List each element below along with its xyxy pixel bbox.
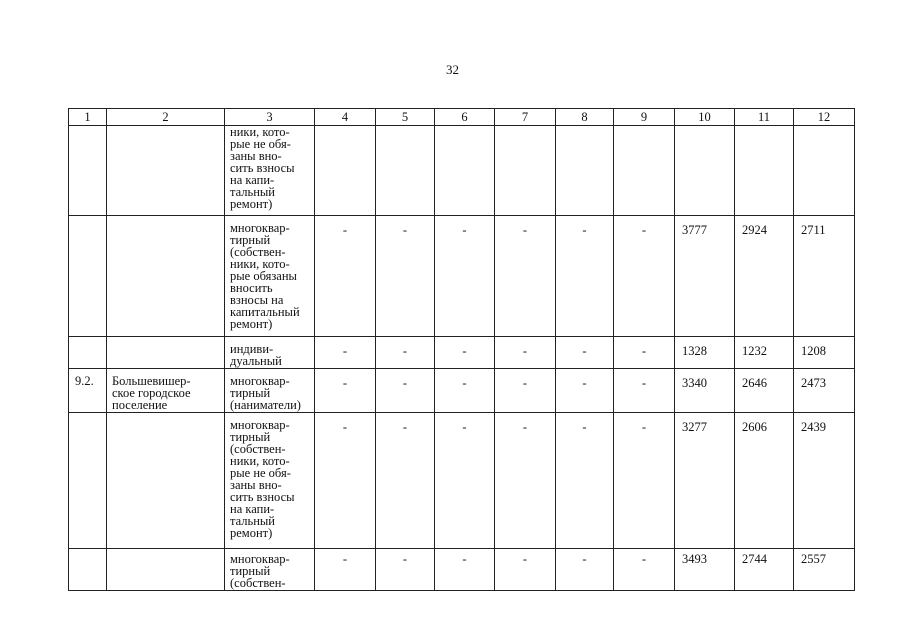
value-cell: - [376, 413, 435, 549]
value-cell: 2646 [735, 369, 794, 413]
row-number-cell [69, 413, 107, 549]
housing-type-cell [225, 413, 315, 549]
value-cell: - [376, 549, 435, 591]
value-cell [315, 126, 376, 216]
value-cell: 1232 [735, 337, 794, 369]
tariff-table [68, 108, 855, 591]
value-cell: - [315, 216, 376, 337]
column-number: 6 [435, 109, 495, 126]
column-number: 1 [69, 109, 107, 126]
value-cell: - [495, 413, 556, 549]
housing-type: ники, кото- рые не обя- заны вно- сить взносы на капи- тальный ремонт) [230, 125, 295, 211]
table-row [69, 369, 855, 413]
housing-type-cell [225, 369, 315, 413]
column-number-row [69, 109, 855, 126]
housing-type-cell [225, 216, 315, 337]
housing-type: многоквар- тирный (собствен- [230, 552, 290, 590]
value-cell [435, 126, 495, 216]
table-row [69, 549, 855, 591]
value-cell: - [614, 337, 675, 369]
value-cell: - [614, 413, 675, 549]
settlement-name-cell [107, 413, 225, 549]
value-cell [735, 126, 794, 216]
column-number: 10 [675, 109, 735, 126]
value-cell: - [435, 369, 495, 413]
housing-type-cell [225, 337, 315, 369]
column-number: 5 [376, 109, 435, 126]
value-cell: 2439 [794, 413, 855, 549]
value-cell: 1328 [675, 337, 735, 369]
value-cell: - [614, 369, 675, 413]
value-cell [495, 126, 556, 216]
row-number-cell [69, 126, 107, 216]
value-cell: - [614, 216, 675, 337]
settlement-name: Большевишер- ское городское поселение [112, 374, 191, 412]
housing-type: многоквар- тирный (собствен- ники, кото- рые обязаны вносить взносы на капитальный ремонт) [230, 221, 300, 331]
value-cell: - [315, 369, 376, 413]
value-cell: - [315, 337, 376, 369]
column-number: 12 [794, 109, 855, 126]
value-cell: - [376, 216, 435, 337]
settlement-name-cell [107, 337, 225, 369]
housing-type: многоквар- тирный (собствен- ники, кото- рые не обя- заны вно- сить взносы на капи- тальный ремонт) [230, 418, 295, 540]
value-cell: - [556, 369, 614, 413]
row-number-cell [69, 549, 107, 591]
column-number: 7 [495, 109, 556, 126]
value-cell: - [614, 549, 675, 591]
value-cell [794, 126, 855, 216]
value-cell: 2744 [735, 549, 794, 591]
value-cell: 2711 [794, 216, 855, 337]
value-cell: 1208 [794, 337, 855, 369]
value-cell: - [495, 216, 556, 337]
row-number-cell [69, 216, 107, 337]
page-number: 32 [446, 62, 459, 77]
settlement-name-cell [107, 216, 225, 337]
column-number: 9 [614, 109, 675, 126]
column-number: 4 [315, 109, 376, 126]
column-number: 2 [107, 109, 225, 126]
value-cell: 3777 [675, 216, 735, 337]
housing-type: многоквар- тирный (наниматели) [230, 374, 301, 412]
value-cell: 2924 [735, 216, 794, 337]
settlement-name-cell [107, 369, 225, 413]
row-number-cell: 9.2. [69, 369, 107, 413]
value-cell: - [556, 337, 614, 369]
value-cell: - [556, 413, 614, 549]
value-cell: - [556, 549, 614, 591]
value-cell: 2557 [794, 549, 855, 591]
value-cell: - [315, 413, 376, 549]
value-cell: - [435, 337, 495, 369]
value-cell: - [435, 549, 495, 591]
value-cell: 3493 [675, 549, 735, 591]
value-cell: - [495, 369, 556, 413]
value-cell: - [435, 413, 495, 549]
value-cell: - [495, 337, 556, 369]
value-cell: 2473 [794, 369, 855, 413]
value-cell: - [495, 549, 556, 591]
column-number: 11 [735, 109, 794, 126]
column-number: 3 [225, 109, 315, 126]
value-cell: 3340 [675, 369, 735, 413]
value-cell: - [435, 216, 495, 337]
column-number: 8 [556, 109, 614, 126]
housing-type: индиви- дуальный [230, 342, 282, 368]
value-cell [556, 126, 614, 216]
table-row [69, 126, 855, 216]
settlement-name-cell [107, 126, 225, 216]
value-cell [614, 126, 675, 216]
table-row [69, 216, 855, 337]
value-cell: 3277 [675, 413, 735, 549]
housing-type-cell [225, 549, 315, 591]
value-cell: - [556, 216, 614, 337]
value-cell: - [376, 337, 435, 369]
value-cell [376, 126, 435, 216]
value-cell [675, 126, 735, 216]
housing-type-cell [225, 126, 315, 216]
table-row [69, 413, 855, 549]
row-number-cell [69, 337, 107, 369]
value-cell: - [315, 549, 376, 591]
value-cell: - [376, 369, 435, 413]
table-row [69, 337, 855, 369]
value-cell: 2606 [735, 413, 794, 549]
settlement-name-cell [107, 549, 225, 591]
